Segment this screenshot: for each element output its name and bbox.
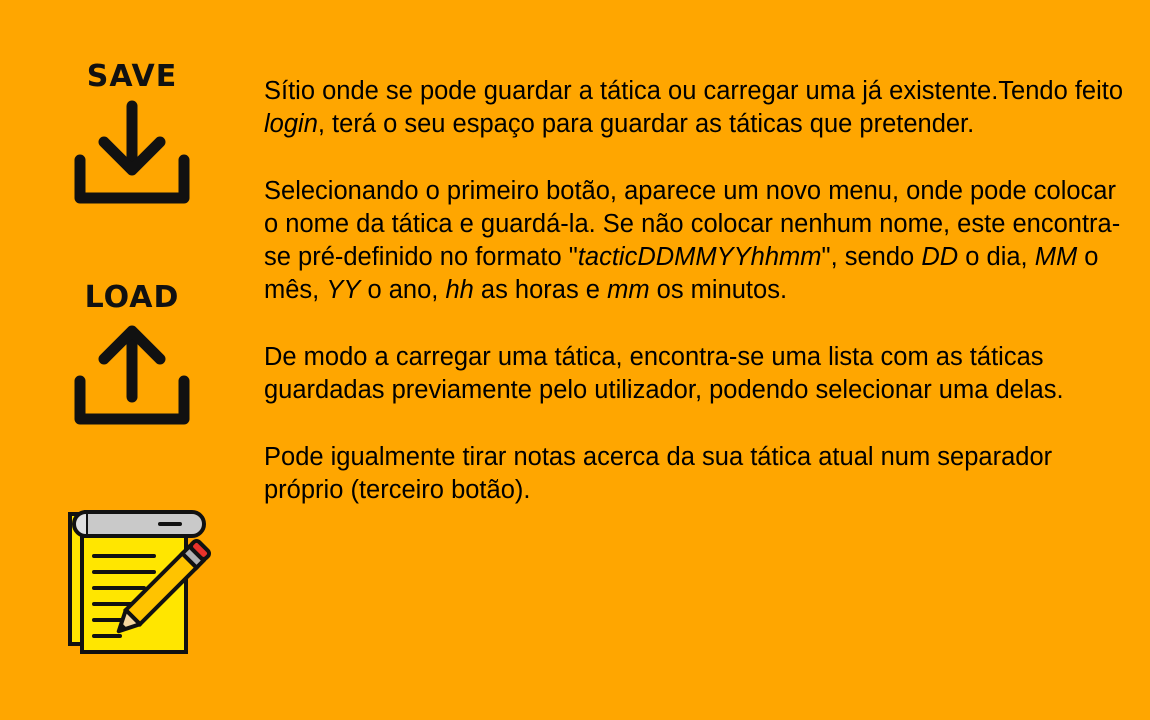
paragraph-1	[264, 75, 1124, 141]
p2-text-e: o dia,	[958, 243, 1035, 271]
p2-dd-italic: DD	[921, 243, 959, 271]
upload-icon	[72, 319, 192, 431]
save-section[interactable]	[72, 59, 232, 210]
p2-mm-italic: MM	[1034, 243, 1078, 271]
p2-text-c: ", sendo	[821, 243, 922, 271]
p2-format-italic: tacticDDMMYYhhmm	[577, 243, 822, 271]
p1-text-a: Sítio onde se pode guardar a tática ou carregar uma já existente.Tendo feito	[264, 77, 1124, 105]
p2-text-a: Selecionando o primeiro botão, aparece um novo menu, onde pode colocar o nome da tática e guardá-la. Se não colocar nenhum nome, este encontra-se pré-definido no formato "	[264, 177, 1121, 271]
p2-text-k: as horas e	[473, 276, 608, 304]
paragraph-2	[264, 175, 1124, 307]
paragraph-4: Pode igualmente tirar notas acerca da sua tática atual num separador próprio (terceiro botão).	[264, 443, 1053, 504]
p2-text-i: o ano,	[360, 276, 446, 304]
description-text	[264, 75, 1124, 541]
icons-column	[60, 50, 220, 670]
download-icon	[72, 98, 192, 210]
p2-yy-italic: YY	[326, 276, 361, 304]
load-label: LOAD	[84, 280, 180, 315]
p2-text-m: os minutos.	[649, 276, 788, 304]
p1-text-c: , terá o seu espaço para guardar as táticas que pretender.	[317, 110, 975, 138]
p1-login-italic: login	[264, 110, 318, 138]
p2-text-g: o mês,	[264, 243, 1099, 304]
notepad-pencil-icon	[64, 506, 220, 656]
load-section[interactable]	[72, 280, 232, 431]
p2-hh-italic: hh	[445, 276, 474, 304]
paragraph-3: De modo a carregar uma tática, encontra-se uma lista com as táticas guardadas previamente pelo utilizador, podendo selecionar uma delas.	[264, 343, 1064, 404]
save-label: SAVE	[86, 59, 178, 94]
notes-section[interactable]	[64, 506, 224, 661]
p2-min-italic: mm	[607, 276, 650, 304]
